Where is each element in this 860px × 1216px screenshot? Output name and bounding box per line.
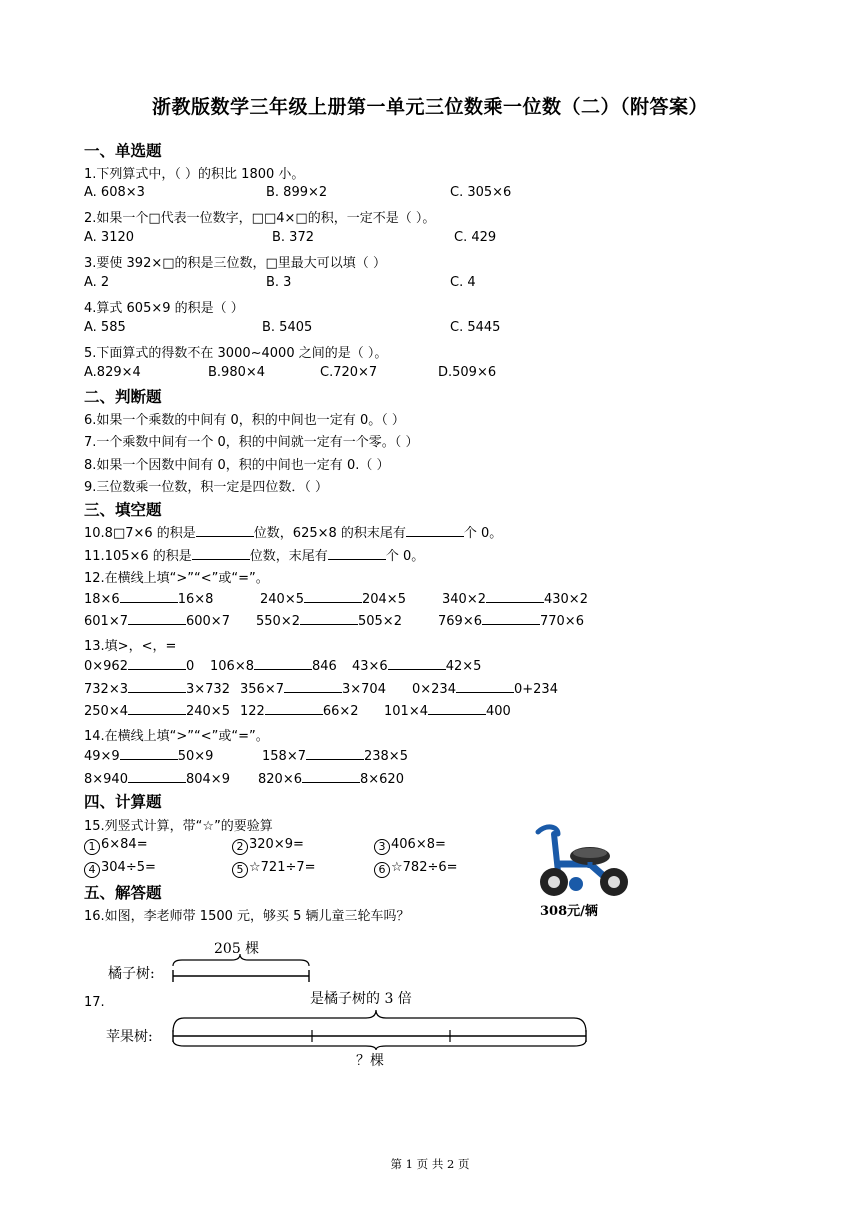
answer-blank[interactable] bbox=[192, 547, 250, 560]
compare-item: 101×4 400 bbox=[384, 704, 511, 719]
compare-item: 122 66×2 bbox=[240, 704, 359, 719]
compare-item: 340×2 430×2 bbox=[442, 592, 588, 607]
circled-number: 1 bbox=[84, 839, 100, 855]
section-heading-word-problems: 五、解答题 bbox=[84, 884, 162, 902]
answer-blank[interactable] bbox=[406, 524, 464, 537]
compare-item: 550×2 505×2 bbox=[256, 614, 402, 629]
calc-item: 3 406×8= bbox=[374, 837, 446, 855]
calc-item: 1 6×84= bbox=[84, 837, 148, 855]
answer-blank[interactable] bbox=[128, 702, 186, 715]
section-heading-fill-blank: 三、填空题 bbox=[84, 501, 162, 519]
line-segment-diagram bbox=[170, 950, 600, 1050]
compare-item: 18×6 16×8 bbox=[84, 592, 214, 607]
calc-item: 5 ☆721÷7= bbox=[232, 860, 316, 878]
circled-number: 5 bbox=[232, 862, 248, 878]
answer-blank[interactable] bbox=[388, 657, 446, 670]
q3-option-b: B. 3 bbox=[266, 275, 292, 290]
price-label: 308元/辆 bbox=[540, 904, 598, 919]
answer-blank[interactable] bbox=[284, 680, 342, 693]
answer-blank[interactable] bbox=[328, 547, 386, 560]
q5-option-c: C.720×7 bbox=[320, 365, 378, 380]
compare-item: 240×5 204×5 bbox=[260, 592, 406, 607]
circled-number: 4 bbox=[84, 862, 100, 878]
q2-option-a: A. 3120 bbox=[84, 230, 135, 245]
answer-blank[interactable] bbox=[428, 702, 486, 715]
question-16: 16.如图，李老师带 1500 元，够买 5 辆儿童三轮车吗？ bbox=[84, 909, 410, 924]
answer-blank[interactable] bbox=[304, 590, 362, 603]
answer-blank[interactable] bbox=[300, 612, 358, 625]
q10-part-2: 位数，625×8 的积末尾有 bbox=[253, 526, 406, 541]
page-footer: 第 1 页 共 2 页 bbox=[390, 1157, 470, 1171]
answer-blank[interactable] bbox=[120, 590, 178, 603]
answer-blank[interactable] bbox=[128, 612, 186, 625]
question-7: 7.一个乘数中间有一个 0，积的中间就一定有一个零。（ ） bbox=[84, 435, 419, 450]
q4-option-a: A. 585 bbox=[84, 320, 126, 335]
orange-count-label: 205 棵 bbox=[214, 941, 260, 957]
tricycle-icon bbox=[528, 824, 636, 902]
compare-item: 0×234 0+234 bbox=[412, 682, 558, 697]
compare-item: 250×4 240×5 bbox=[84, 704, 230, 719]
section-heading-calculation: 四、计算题 bbox=[84, 793, 162, 811]
question-12: 12.在横线上填“>”“<”或“=”。 bbox=[84, 571, 269, 586]
calc-item: 4 304÷5= bbox=[84, 860, 156, 878]
question-15: 15.列竖式计算，带“☆”的要验算 bbox=[84, 819, 273, 834]
question-4: 4.算式 605×9 的积是（ ） bbox=[84, 301, 244, 316]
question-2: 2.如果一个□代表一位数字，□□4×□的积，一定不是（ ）。 bbox=[84, 211, 436, 226]
question-9: 9.三位数乘一位数，积一定是四位数．（ ） bbox=[84, 480, 329, 495]
compare-item: 820×6 8×620 bbox=[258, 772, 404, 787]
section-heading-single-choice: 一、单选题 bbox=[84, 142, 162, 160]
question-5: 5.下面算式的得数不在 3000~4000 之间的是（ ）。 bbox=[84, 346, 388, 361]
section-heading-true-false: 二、判断题 bbox=[84, 388, 162, 406]
question-3: 3.要使 392×□的积是三位数，□里最大可以填（ ） bbox=[84, 256, 386, 271]
q4-option-c: C. 5445 bbox=[450, 320, 501, 335]
circled-number: 3 bbox=[374, 839, 390, 855]
question-6: 6.如果一个乘数的中间有 0，积的中间也一定有 0。（ ） bbox=[84, 413, 405, 428]
compare-item: 8×940 804×9 bbox=[84, 772, 230, 787]
orange-brace bbox=[173, 954, 309, 966]
apple-top-brace bbox=[173, 1010, 586, 1032]
question-13: 13.填>，<，= bbox=[84, 639, 177, 654]
orange-tree-label: 橘子树: bbox=[108, 966, 155, 982]
question-8: 8.如果一个因数中间有 0，积的中间也一定有 0.（ ） bbox=[84, 458, 390, 473]
q11-part-1: 11.105×6 的积是 bbox=[84, 549, 192, 564]
question-17-number: 17. bbox=[84, 995, 105, 1010]
apple-bottom-brace-right bbox=[376, 1040, 586, 1050]
q1-option-a: A. 608×3 bbox=[84, 185, 145, 200]
q1-option-c: C. 305×6 bbox=[450, 185, 512, 200]
compare-item: 106×8 846 bbox=[210, 659, 337, 674]
q4-option-b: B. 5405 bbox=[262, 320, 313, 335]
q5-option-d: D.509×6 bbox=[438, 365, 497, 380]
answer-blank[interactable] bbox=[482, 612, 540, 625]
answer-blank[interactable] bbox=[128, 770, 186, 783]
calc-item: 2 320×9= bbox=[232, 837, 304, 855]
q3-option-a: A. 2 bbox=[84, 275, 110, 290]
page-title: 浙教版数学三年级上册第一单元三位数乘一位数（二）（附答案） bbox=[151, 96, 708, 118]
q11-part-3: 个 0。 bbox=[385, 549, 425, 564]
answer-blank[interactable] bbox=[196, 524, 254, 537]
compare-item: 49×9 50×9 bbox=[84, 749, 214, 764]
compare-item: 43×6 42×5 bbox=[352, 659, 482, 674]
answer-blank[interactable] bbox=[128, 680, 186, 693]
q5-option-a: A.829×4 bbox=[84, 365, 141, 380]
q10-part-3: 个 0。 bbox=[463, 526, 503, 541]
q11-part-2: 位数，末尾有 bbox=[249, 549, 328, 564]
answer-blank[interactable] bbox=[254, 657, 312, 670]
answer-blank[interactable] bbox=[456, 680, 514, 693]
question-14: 14.在横线上填“>”“<”或“=”。 bbox=[84, 729, 269, 744]
answer-blank[interactable] bbox=[265, 702, 323, 715]
compare-item: 769×6 770×6 bbox=[438, 614, 584, 629]
q5-option-b: B.980×4 bbox=[208, 365, 266, 380]
q1-option-b: B. 899×2 bbox=[266, 185, 328, 200]
answer-blank[interactable] bbox=[120, 747, 178, 760]
circled-number: 6 bbox=[374, 862, 390, 878]
compare-item: 356×7 3×704 bbox=[240, 682, 386, 697]
answer-blank[interactable] bbox=[128, 657, 186, 670]
answer-blank[interactable] bbox=[486, 590, 544, 603]
question-1: 1.下列算式中，（ ）的积比 1800 小。 bbox=[84, 167, 305, 182]
compare-item: 158×7 238×5 bbox=[262, 749, 408, 764]
question-11 bbox=[84, 545, 424, 564]
question-10 bbox=[84, 522, 502, 541]
apple-bottom-brace-left bbox=[173, 1040, 376, 1050]
circled-number: 2 bbox=[232, 839, 248, 855]
q3-option-c: C. 4 bbox=[450, 275, 476, 290]
q10-part-1: 10.8□7×6 的积是 bbox=[84, 526, 196, 541]
answer-blank[interactable] bbox=[306, 747, 364, 760]
compare-item: 601×7 600×7 bbox=[84, 614, 230, 629]
relation-label: 是橘子树的 3 倍 bbox=[310, 991, 412, 1007]
question-count-label: ？棵 bbox=[356, 1053, 384, 1069]
compare-item: 732×3 3×732 bbox=[84, 682, 230, 697]
calc-item: 6 ☆782÷6= bbox=[374, 860, 458, 878]
answer-blank[interactable] bbox=[302, 770, 360, 783]
apple-tree-label: 苹果树: bbox=[106, 1029, 153, 1045]
compare-item: 0×962 0 bbox=[84, 659, 195, 674]
q2-option-c: C. 429 bbox=[454, 230, 497, 245]
q2-option-b: B. 372 bbox=[272, 230, 314, 245]
